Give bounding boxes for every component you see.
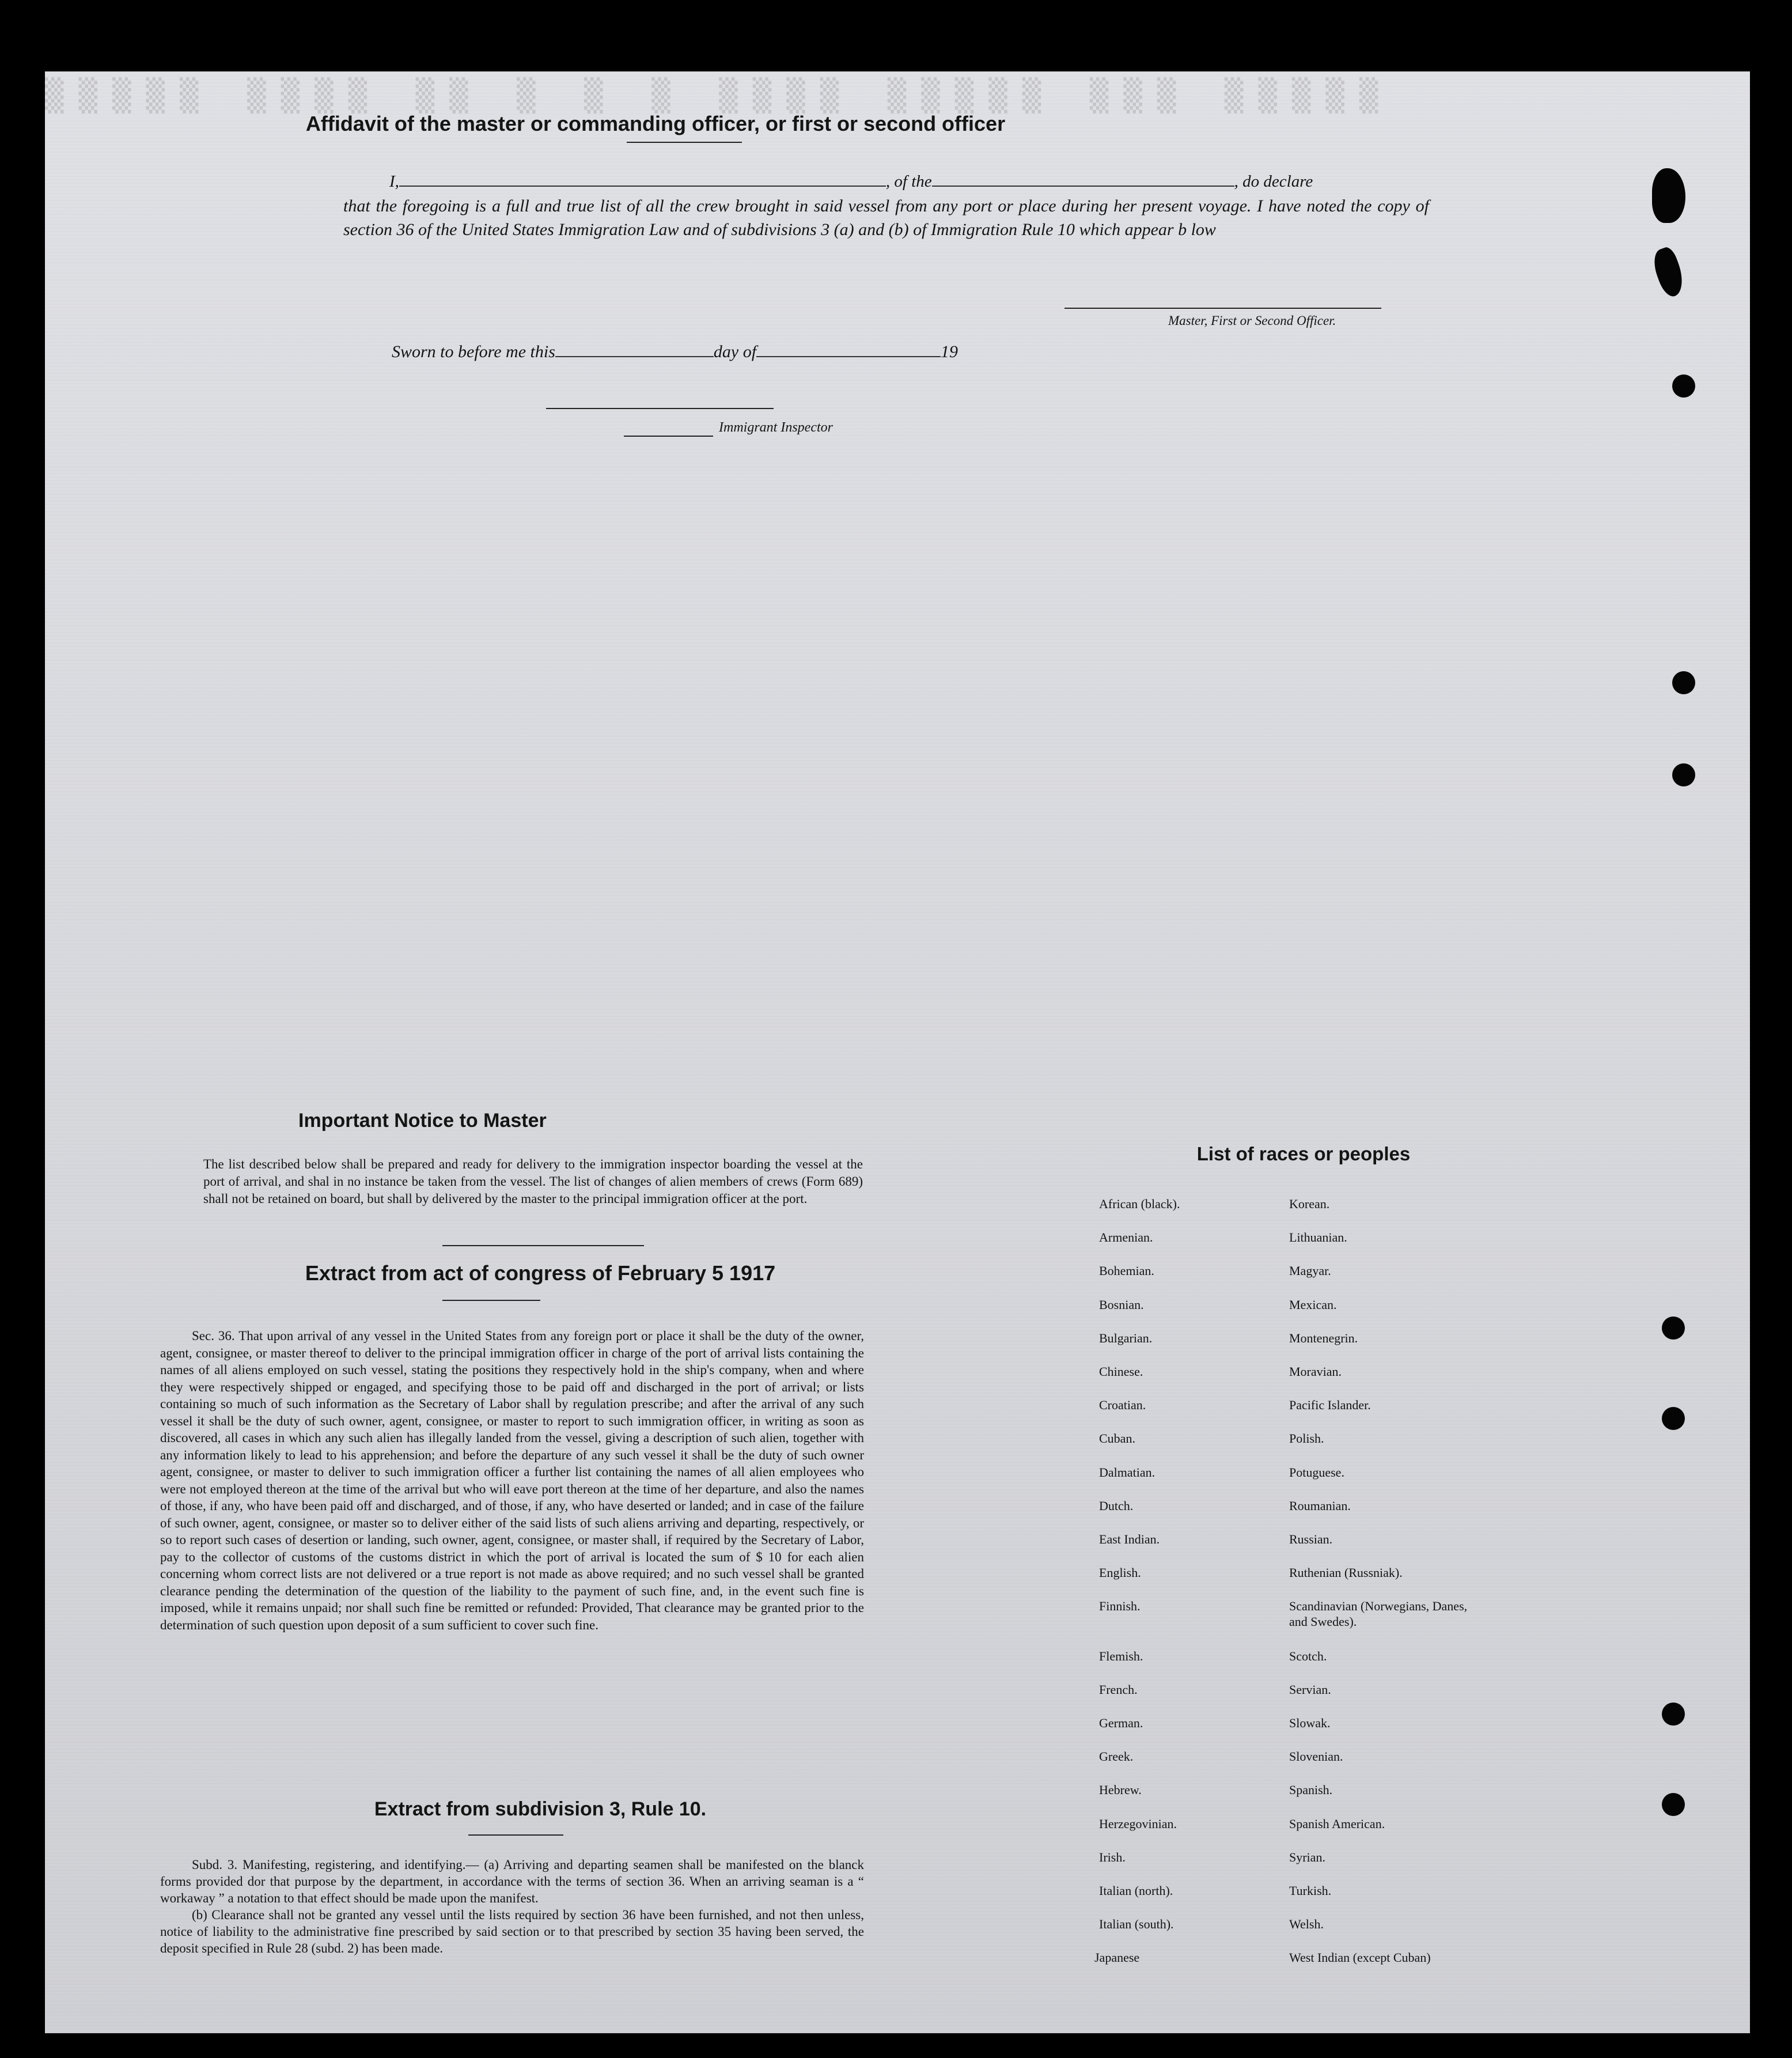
binder-hole-icon: [1662, 1703, 1685, 1726]
race-item: Italian (south).: [1099, 1917, 1174, 1932]
race-item: Dutch.: [1099, 1498, 1134, 1513]
race-item: Irish.: [1099, 1849, 1126, 1864]
race-item: Syrian.: [1289, 1849, 1325, 1864]
race-item: Slowak.: [1289, 1716, 1331, 1730]
sworn-year: 19: [941, 342, 958, 361]
binder-hole-icon: [1662, 1316, 1685, 1340]
declare-label: , do declare: [1234, 172, 1313, 191]
race-item: Cuban.: [1099, 1431, 1135, 1446]
notice-title: Important Notice to Master: [298, 1110, 547, 1132]
race-item: French.: [1099, 1682, 1138, 1697]
rule-10-para-b: (b) Clearance shall not be granted any vessel until the lists required by section 36 have been furnished, and not then unless, notice of liability to the administrative fine prescribed by said section or to that prescribed by section 35 having been served, the deposit specified in Rule 28 (subd. 2) has been made.: [160, 1908, 864, 1955]
race-item: Pacific Islander.: [1289, 1398, 1371, 1413]
inspector-label: Immigrant Inspector: [719, 420, 833, 435]
binder-hole-icon: [1672, 763, 1695, 786]
race-item: Scotch.: [1289, 1648, 1327, 1663]
divider: [468, 1834, 563, 1836]
race-item: Finnish.: [1099, 1599, 1141, 1614]
affidavit-declaration-line: [389, 172, 1313, 191]
binder-hole-icon: [1672, 374, 1695, 398]
race-item: Scandinavian (Norwegians, Danes, and Swedes).: [1289, 1599, 1468, 1629]
inspector-signature-line[interactable]: [546, 408, 774, 409]
master-signature-label: Master, First or Second Officer.: [1168, 313, 1336, 328]
race-item: Herzegovinian.: [1099, 1816, 1177, 1831]
race-item: Bosnian.: [1099, 1297, 1144, 1312]
ink-blot: [1652, 168, 1685, 223]
race-item: Greek.: [1099, 1749, 1134, 1764]
race-item: Bulgarian.: [1099, 1330, 1153, 1345]
extract-congress-title: Extract from act of congress of February 5 1917: [305, 1261, 776, 1285]
race-item: East Indian.: [1099, 1532, 1160, 1546]
race-item: Ruthenian (Russniak).: [1289, 1565, 1403, 1580]
race-item: Montenegrin.: [1289, 1330, 1358, 1345]
race-item: African (black).: [1099, 1197, 1180, 1211]
race-item: Dalmatian.: [1099, 1465, 1155, 1480]
inspector-short-line: [624, 436, 713, 437]
of-the-label: , of the: [885, 172, 932, 191]
race-item: West Indian (except Cuban): [1289, 1950, 1431, 1965]
race-item: Russian.: [1289, 1532, 1333, 1546]
section-36-paragraph: Sec. 36. That upon arrival of any vessel in the United States from any foreign port or place it shall be the duty of the owner, agent, consignee, or master thereof to deliver to the principal immigration officer in charge of the port of arrival lists containing the names of all aliens employed on such vessel, stating the positions they respectively hold in the ship's company, when and where they were respectively shipped or engaged, and specifying those to be paid off and discharged in the port of arrival; or lists containing so much of such information as the Secretary of Labor shall by regulation prescribe; and after the arrival of any such vessel it shall be the duty of such owner, agent, consignee, or master to report to such immigration officer, in writing as soon as discovered, all cases in which any such alien has illegally landed from the vessel, giving a description of such alien, together with any information likely to lead to his apprehension; and before the departure of any such vessel it shall be the duty of such owner agent, consignee, or master to deliver to such immigration officer a further list containing the names of all alien employees who were not employed thereon at the time of the arrival but who will eave port thereon at the time of her departure, and also the names of those, if any, who have been paid off and discharged, and of those, if any, who have deserted or landed; and in case of the failure of such owner, agent, consignee, or master so to deliver either of the said lists of such aliens arriving and departing, respectively, or so to report such cases of desertion or landing, such owner, agent, consignee, or master shall, if required by the Secretary of Labor, pay to the collector of customs of the customs district in which the port of arrival is located the sum of $ 10 for each alien concerning whom correct lists are not delivered or a true report is not made as above required; and no such vessel shall be granted clearance pending the determination of the question of the liability to the payment of such fine, and, in the event such fine is imposed, while it remains unpaid; nor shall such fine be remitted or refunded: Provided, That clearance may be granted prior to the determination of such question upon deposit of a sum sufficient to cover such fine.: [160, 1329, 864, 1632]
race-item: Spanish.: [1289, 1783, 1333, 1798]
race-item: Hebrew.: [1099, 1783, 1142, 1798]
race-item: Welsh.: [1289, 1917, 1324, 1932]
binder-hole-icon: [1662, 1407, 1685, 1430]
race-item: Italian (north).: [1099, 1883, 1173, 1898]
vessel-blank[interactable]: [932, 173, 1234, 187]
master-signature-line[interactable]: [1064, 308, 1381, 309]
race-item: Flemish.: [1099, 1648, 1143, 1663]
name-blank[interactable]: [399, 173, 886, 187]
affidavit-title: Affidavit of the master or commanding officer, or first or second officer: [305, 112, 1006, 135]
race-item: Spanish American.: [1289, 1816, 1385, 1831]
divider: [442, 1245, 644, 1246]
race-item: German.: [1099, 1716, 1143, 1730]
race-item: Turkish.: [1289, 1883, 1332, 1898]
race-item: English.: [1099, 1565, 1141, 1580]
binder-hole-icon: [1672, 671, 1695, 694]
sworn-month-blank[interactable]: [756, 343, 941, 357]
binder-hole-icon: [1662, 1793, 1685, 1816]
race-item: Japanese: [1094, 1950, 1140, 1965]
race-item: Potuguese.: [1289, 1465, 1344, 1480]
race-item: Servian.: [1289, 1682, 1331, 1697]
form-page: [45, 71, 1750, 2033]
race-item: Korean.: [1289, 1197, 1330, 1211]
notice-body: The list described below shall be prepared and ready for delivery to the immigration inspector boarding the vessel at the port of arrival, and shal in no instance be taken from the vessel. The list of changes of alien members of crews (Form 689) shall not be retained on board, but shall by delivered by the master to the principal immigration officer at the port.: [203, 1157, 863, 1206]
i-label: I,: [389, 172, 399, 191]
rule-10-para-a: Subd. 3. Manifesting, registering, and identifying.— (a) Arriving and departing seamen shall be manifested on the blanck forms provided dor that purpose by the department, in accordance with the terms of section 36. When an arriving seaman is a “ workaway ” a notation to that effect should be made upon the manifest.: [160, 1858, 864, 1905]
race-item: Magyar.: [1289, 1263, 1331, 1278]
race-item: Slovenian.: [1289, 1749, 1343, 1764]
race-item: Croatian.: [1099, 1398, 1146, 1413]
sworn-line: [392, 342, 958, 362]
race-item: Mexican.: [1289, 1297, 1337, 1312]
section-36-text: [160, 1327, 864, 1633]
sworn-day-of: day of: [713, 342, 757, 361]
race-item: Polish.: [1289, 1431, 1324, 1446]
races-title: List of races or peoples: [1196, 1143, 1411, 1164]
race-item: Lithuanian.: [1289, 1230, 1347, 1245]
extract-rule10-title: Extract from subdivision 3, Rule 10.: [374, 1798, 707, 1820]
divider: [442, 1300, 540, 1301]
race-item: Armenian.: [1099, 1230, 1153, 1245]
affidavit-body: that the foregoing is a full and true list of all the crew brought in said vessel from any port or place during her present voyage. I have noted the copy of section 36 of the United States Immigration Law and of subdivisions 3 (a) and (b) of Immigration Rule 10 which appear b low: [343, 196, 1429, 239]
rule-10-text: [160, 1856, 864, 1957]
sworn-day-blank[interactable]: [555, 343, 714, 357]
race-item: Roumanian.: [1289, 1498, 1351, 1513]
race-item: Moravian.: [1289, 1364, 1342, 1379]
sworn-prefix: Sworn to before me this: [392, 342, 555, 361]
bleed-through-text: ▒▒▒▒▒ ▒▒▒▒ ▒▒ ▒ ▒ ▒ ▒▒▒▒ ▒▒▒▒▒ ▒▒▒ ▒▒▒▒▒: [45, 77, 1393, 114]
race-item: Bohemian.: [1099, 1263, 1154, 1278]
race-item: Chinese.: [1099, 1364, 1143, 1379]
title-underline: [627, 142, 742, 143]
